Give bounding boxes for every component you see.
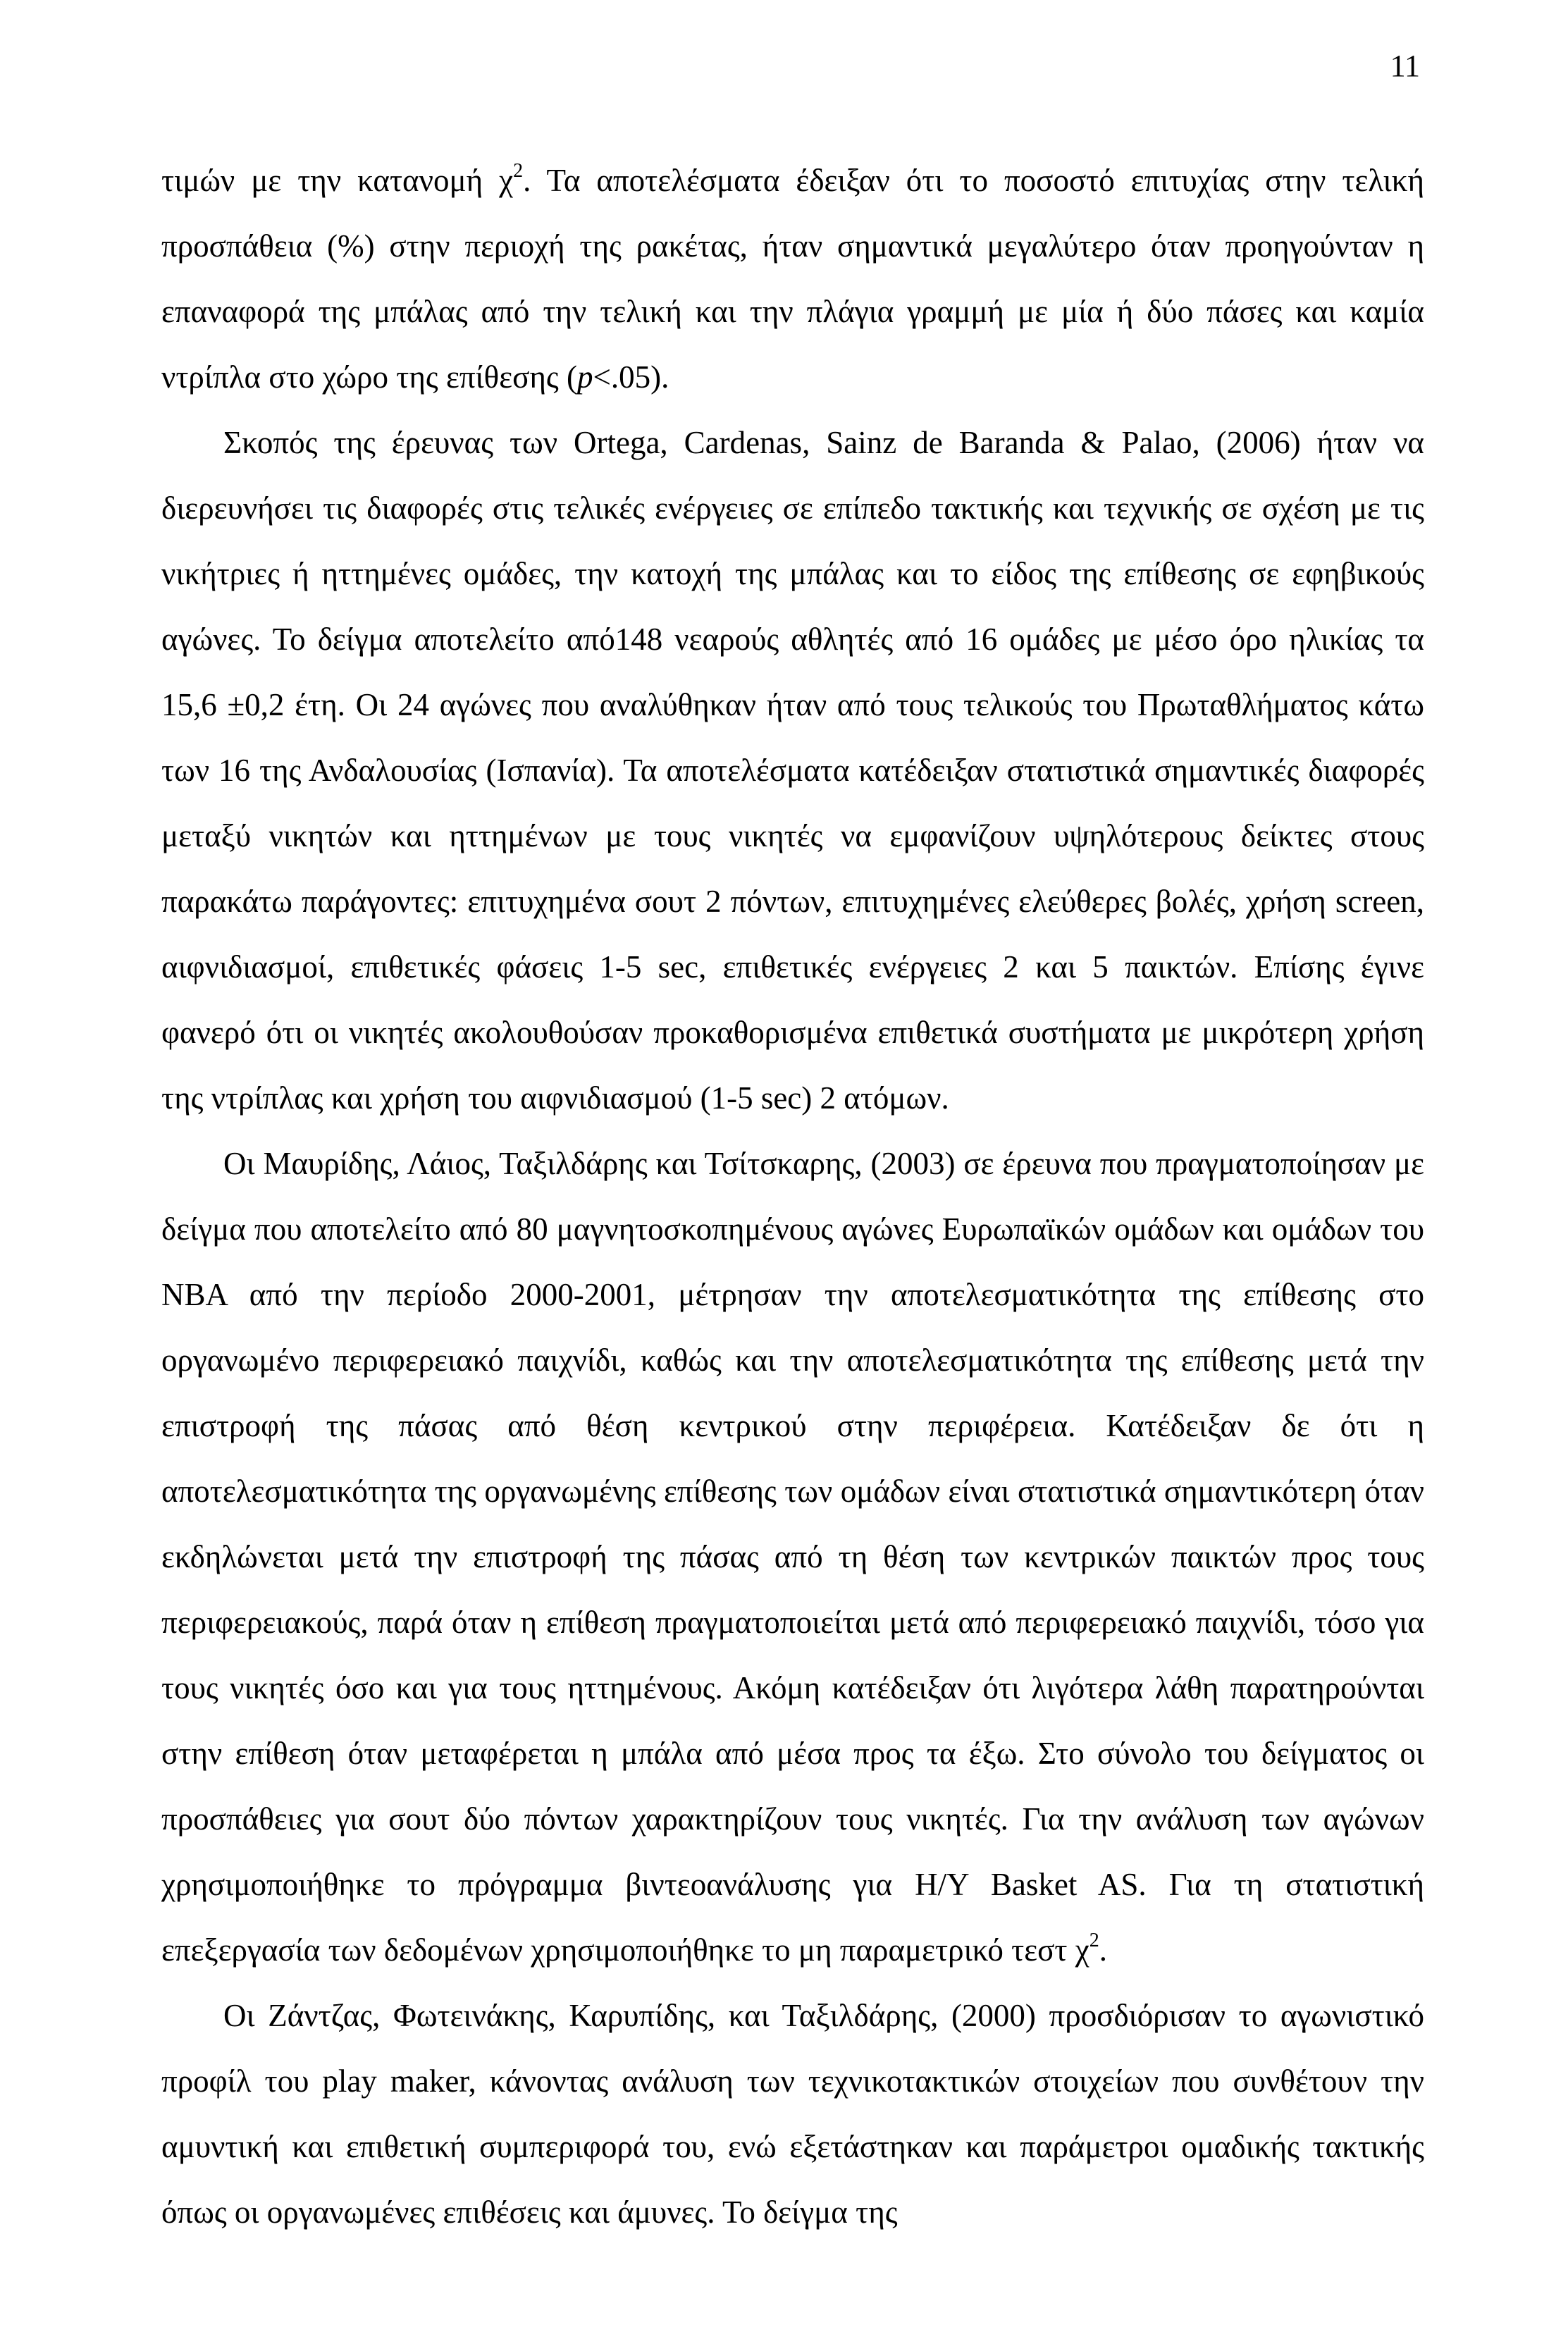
paragraph-ortega-study: Σκοπός της έρευνας των Ortega, Cardenas, Sainz de Baranda & Palao, (2006) ήταν να διερευνήσει τις διαφορές στις τελικές ενέργειες σε επίπεδο τακτικής και τεχνικής σε σχέση με τις νικήτριες ή ηττημένες ομάδες, την κατοχή της μπάλας και το είδος της επίθεσης σε εφηβικούς αγώνες. Το δείγμα αποτελείτο από148 νεαρούς αθλητές από 16 ομάδες με μέσο όρο ηλικίας τα 15,6 ±0,2 έτη. Οι 24 αγώνες που αναλύθηκαν ήταν από τους τελικούς του Πρωταθλήματος κάτω των 16 της Ανδαλουσίας (Ισπανία). Τα αποτελέσματα κατέδειξαν στατιστικά σημαντικές διαφορές μεταξύ νικητών και ηττημένων με τους νικητές να εμφανίζουν υψηλότερους δείκτες στους παρακάτω παράγοντες: επιτυχημένα σουτ 2 πόντων, επιτυχημένες ελεύθερες βολές, χρήση screen, αιφνιδιασμοί, επιθετικές φάσεις 1-5 sec, επιθετικές ενέργειες 2 και 5 παικτών. Επίσης έγινε φανερό ότι οι νικητές ακολουθούσαν προκαθορισμένα επιθετικά συστήματα με μικρότερη χρήση της ντρίπλας και χρήση του αιφνιδιασμού (1-5 sec) 2 ατόμων. [161, 425, 1424, 1116]
superscript: 2 [1089, 1930, 1099, 1951]
paragraph-zantzas-study: Οι Ζάντζας, Φωτεινάκης, Καρυπίδης, και Ταξιλδάρης, (2000) προσδιόρισαν το αγωνιστικό προφίλ του play maker, κάνοντας ανάλυση των τεχνικοτακτικών στοιχείων που συνθέτουν την αμυντική και επιθετική συμπεριφορά του, ενώ εξετάστηκαν και παράμετροι ομαδικής τακτικής όπως οι οργανωμένες επιθέσεις και άμυνες. Το δείγμα της [161, 1998, 1424, 2230]
paragraph-chi-square-results [161, 148, 1424, 410]
paragraph-text: . Τα αποτελέσματα έδειξαν ότι το ποσοστό επιτυχίας στην τελική προσπάθεια (%) στην περιοχή της ρακέτας, ήταν σημαντικά μεγαλύτερο όταν προηγούνταν η επαναφορά της μπάλας από την τελική και την πλάγια γραμμή με μία ή δύο πάσες και καμία ντρίπλα στο χώρο της επίθεσης ( [161, 163, 1424, 395]
paragraph-text: . [1099, 1932, 1107, 1968]
page-number: 11 [1390, 49, 1420, 83]
paragraph-text: <.05). [593, 359, 669, 395]
superscript: 2 [513, 160, 524, 182]
paragraph-text: τιμών με την κατανομή χ [161, 163, 514, 198]
italic-p-value: p [576, 359, 593, 395]
paragraph-mavridis-study [161, 1131, 1424, 1983]
body-text [161, 148, 1424, 2245]
paragraph-text: Οι Μαυρίδης, Λάιος, Ταξιλδάρης και Τσίτσκαρης, (2003) σε έρευνα που πραγματοποίησαν με δείγμα που αποτελείτο από 80 μαγνητοσκοπημένους αγώνες Ευρωπαϊκών ομάδων και ομάδων του NBA από την περίοδο 2000-2001, μέτρησαν την αποτελεσματικότητα της επίθεσης στο οργανωμένο περιφερειακό παιχνίδι, καθώς και την αποτελεσματικότητα της επίθεσης μετά την επιστροφή της πάσας από θέση κεντρικού στην περιφέρεια. Κατέδειξαν δε ότι η αποτελεσματικότητα της οργανωμένης επίθεσης των ομάδων είναι στατιστικά σημαντικότερη όταν εκδηλώνεται μετά την επιστροφή της πάσας από τη θέση των κεντρικών παικτών προς τους περιφερειακούς, παρά όταν η επίθεση πραγματοποιείται μετά από περιφερειακό παιχνίδι, τόσο για τους νικητές όσο και για τους ηττημένους. Ακόμη κατέδειξαν ότι λιγότερα λάθη παρατηρούνται στην επίθεση όταν μεταφέρεται η μπάλα από μέσα προς τα έξω. Στο σύνολο του δείγματος οι προσπάθειες για σουτ δύο πόντων χαρακτηρίζουν τους νικητές. Για την ανάλυση των αγώνων χρησιμοποιήθηκε το πρόγραμμα βιντεοανάλυσης για Η/Υ Basket AS. Για τη στατιστική επεξεργασία των δεδομένων χρησιμοποιήθηκε το μη παραμετρικό τεστ χ [161, 1146, 1424, 1968]
